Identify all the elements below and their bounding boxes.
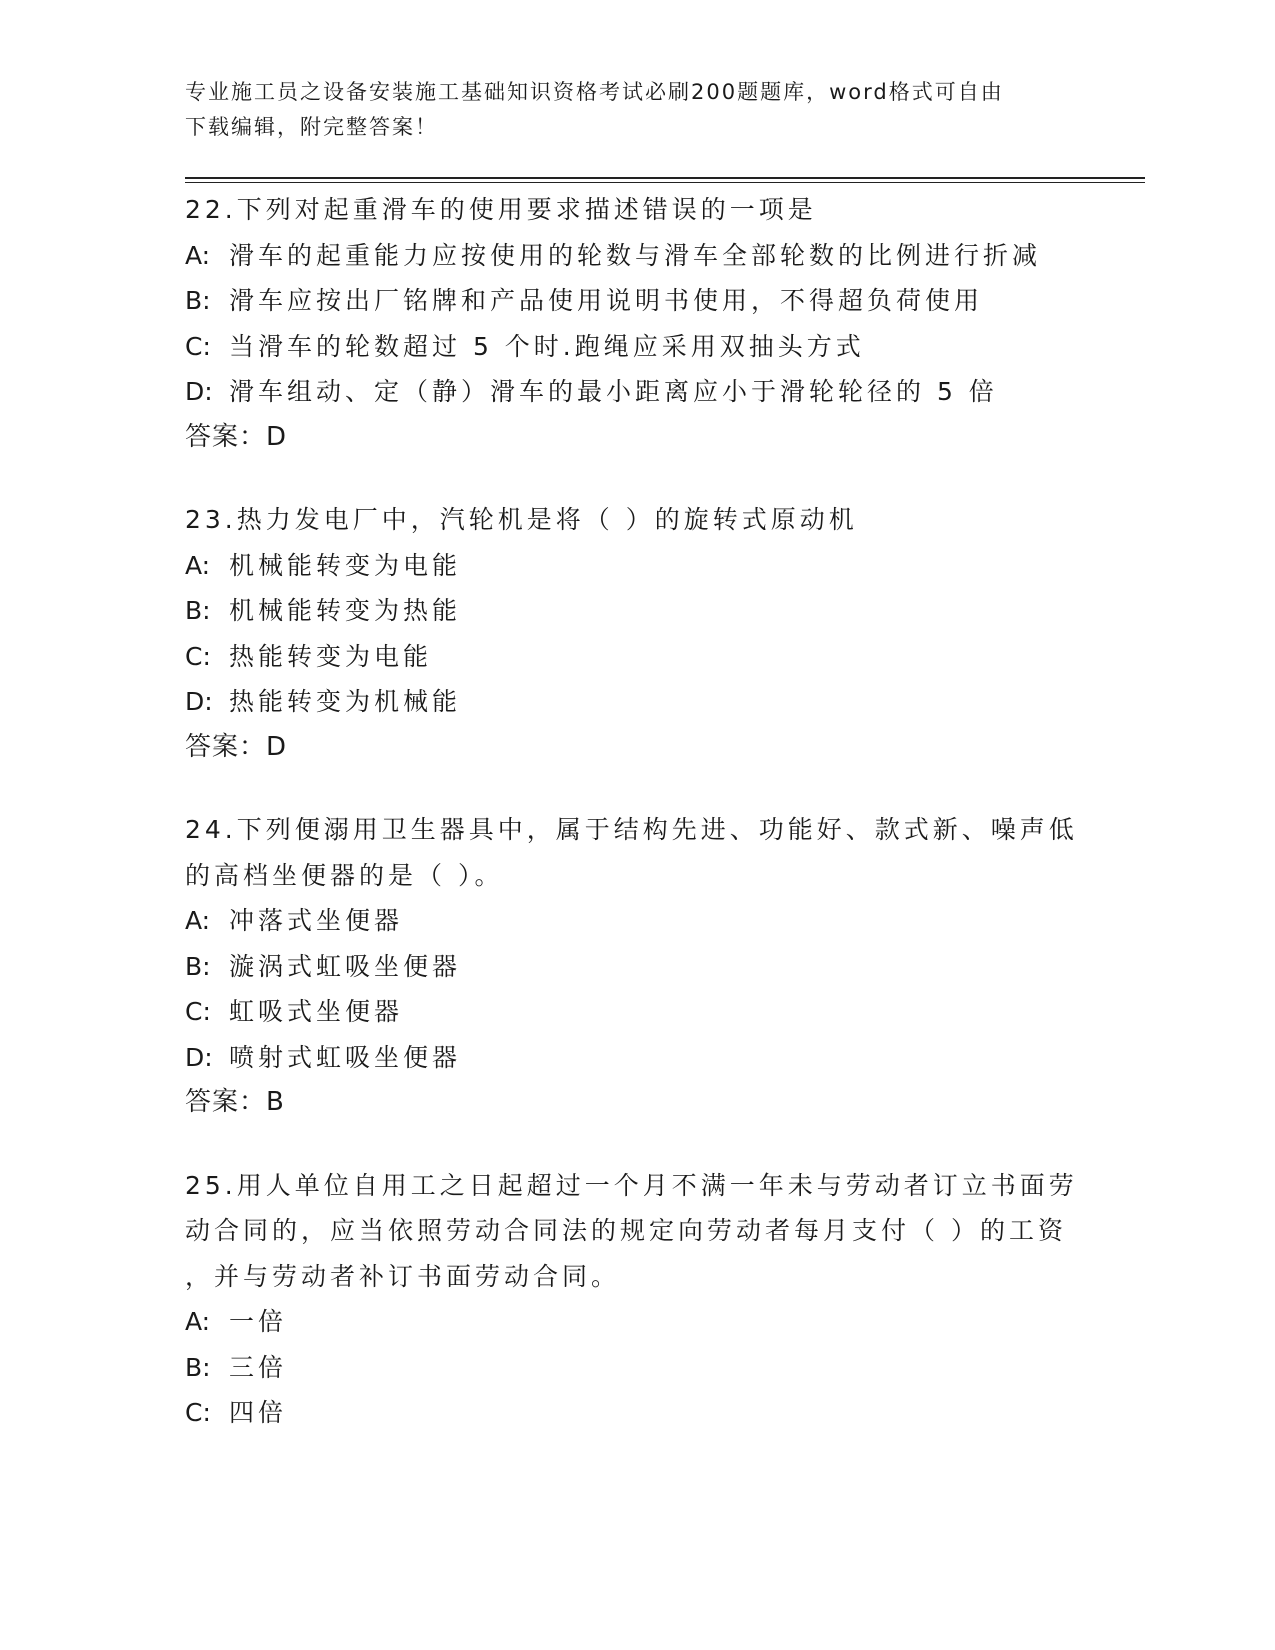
question-stem: 22.下列对起重滑车的使用要求描述错误的一项是	[185, 195, 817, 224]
answer-text: 答案：D	[185, 421, 288, 452]
option-key: B:	[185, 596, 211, 625]
option-key: A:	[185, 240, 211, 270]
header-divider-thin	[185, 182, 1145, 183]
option-text: 漩涡式虹吸坐便器	[229, 951, 462, 981]
option-text: 机械能转变为热能	[229, 596, 462, 625]
option-b	[185, 588, 1085, 634]
option-a	[185, 898, 1085, 944]
option-text: 机械能转变为电能	[229, 550, 462, 580]
option-b	[185, 1345, 1085, 1391]
option-key: D:	[185, 377, 213, 406]
option-c	[185, 634, 1085, 680]
option-d	[185, 369, 1085, 415]
option-text: 冲落式坐便器	[229, 906, 404, 935]
option-key: A:	[185, 906, 211, 935]
option-key: C:	[185, 1398, 211, 1427]
question-stem-line-2: 动合同的，应当依照劳动合同法的规定向劳动者每月支付（ ）的工资	[185, 1216, 1067, 1245]
option-a	[185, 543, 1085, 589]
option-text: 虹吸式坐便器	[229, 997, 404, 1026]
document-header	[185, 75, 1065, 145]
option-key: D:	[185, 1042, 213, 1072]
option-text: 滑车的起重能力应按使用的轮数与滑车全部轮数的比例进行折减	[229, 240, 1042, 270]
option-d	[185, 1035, 1085, 1081]
option-key: D:	[185, 687, 213, 716]
question-stem-line-1: 25.用人单位自用工之日起超过一个月不满一年未与劳动者订立书面劳	[185, 1170, 1078, 1200]
option-a	[185, 233, 1085, 279]
option-d	[185, 679, 1085, 725]
option-text: 当滑车的轮数超过 5 个时.跑绳应采用双抽头方式	[229, 331, 865, 361]
option-key: C:	[185, 331, 211, 361]
option-text: 热能转变为机械能	[229, 687, 462, 716]
option-text: 三倍	[229, 1352, 288, 1382]
question-23	[185, 497, 1085, 770]
option-c	[185, 989, 1085, 1035]
option-key: C:	[185, 641, 211, 671]
option-a	[185, 1299, 1085, 1345]
question-stem: 23.热力发电厂中，汽轮机是将（ ）的旋转式原动机	[185, 505, 858, 534]
question-24	[185, 807, 1085, 1126]
option-text: 热能转变为电能	[229, 641, 433, 671]
answer-text: 答案：D	[185, 731, 288, 762]
question-stem-line-1: 24.下列便溺用卫生器具中，属于结构先进、功能好、款式新、噪声低	[185, 815, 1078, 844]
question-22	[185, 187, 1085, 460]
question-25	[185, 1163, 1085, 1436]
option-c	[185, 1390, 1085, 1436]
option-text: 滑车应按出厂铭牌和产品使用说明书使用，不得超负荷使用	[229, 286, 984, 315]
option-c	[185, 324, 1085, 370]
header-line-2: 下载编辑，附完整答案！	[185, 115, 438, 139]
option-text: 一倍	[229, 1307, 288, 1336]
option-key: C:	[185, 997, 211, 1026]
question-list	[185, 187, 1085, 1473]
option-text: 滑车组动、定（静）滑车的最小距离应小于滑轮轮径的 5 倍	[229, 377, 998, 406]
option-key: A:	[185, 550, 211, 580]
option-text: 喷射式虹吸坐便器	[229, 1042, 462, 1072]
option-b	[185, 278, 1085, 324]
question-stem-line-3: ，并与劳动者补订书面劳动合同。	[185, 1261, 621, 1291]
question-stem-line-2: 的高档坐便器的是（ ）。	[185, 860, 504, 890]
answer-text: 答案：B	[185, 1087, 285, 1117]
option-text: 四倍	[229, 1398, 288, 1427]
option-key: B:	[185, 286, 211, 315]
option-b	[185, 944, 1085, 990]
option-key: A:	[185, 1307, 211, 1336]
header-divider-thick	[185, 177, 1145, 179]
header-line-1: 专业施工员之设备安装施工基础知识资格考试必刷200题题库，word格式可自由	[185, 80, 1004, 104]
option-key: B:	[185, 951, 211, 981]
option-key: B:	[185, 1352, 211, 1382]
